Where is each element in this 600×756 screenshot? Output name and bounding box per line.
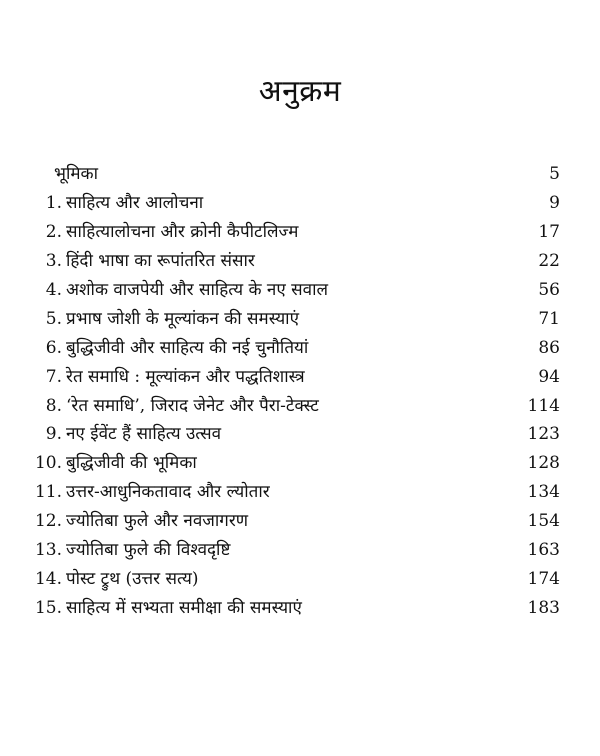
toc-page-number: 183 xyxy=(527,597,560,618)
toc-entry-title: पोस्ट ट्रुथ (उत्तर सत्य) xyxy=(66,568,199,589)
toc-entry-title: ‘रेत समाधि’, जिराद जेनेट और पैरा-टेक्स्ट xyxy=(66,395,319,416)
toc-row xyxy=(30,218,560,247)
toc-row xyxy=(30,391,560,420)
toc-page-number: 9 xyxy=(549,193,560,214)
toc-row-intro xyxy=(30,160,560,189)
table-of-contents xyxy=(30,160,560,622)
toc-entry-title: उत्तर-आधुनिकतावाद और ल्योतार xyxy=(66,482,270,503)
toc-page-number: 174 xyxy=(527,568,560,589)
toc-row xyxy=(30,362,560,391)
toc-chapter-number: 6. xyxy=(45,337,62,358)
toc-chapter-number: 9. xyxy=(45,424,62,445)
toc-page-number: 22 xyxy=(538,251,560,272)
toc-chapter-number: 11. xyxy=(34,482,62,503)
toc-chapter-number: 3. xyxy=(45,251,62,272)
toc-row xyxy=(30,276,560,305)
toc-entry-title: साहित्य और आलोचना xyxy=(66,193,204,214)
toc-entry-title: अशोक वाजपेयी और साहित्य के नए सवाल xyxy=(66,280,329,300)
toc-entry-title: हिंदी भाषा का रूपांतरित संसार xyxy=(66,251,255,272)
toc-chapter-number: 1. xyxy=(45,193,62,214)
toc-chapter-number: 12. xyxy=(34,511,62,532)
toc-page-number: 94 xyxy=(538,366,560,387)
toc-entry-title: रेत समाधि : मूल्यांकन और पद्धतिशास्त्र xyxy=(66,366,305,387)
toc-row xyxy=(30,536,560,565)
toc-entry-title: बुद्धिजीवी और साहित्य की नई चुनौतियां xyxy=(66,337,309,358)
toc-row xyxy=(30,449,560,478)
toc-page-number: 71 xyxy=(538,308,560,329)
toc-entry-title: भूमिका xyxy=(54,164,98,185)
toc-entry-title: नए ईवेंट हैं साहित्य उत्सव xyxy=(66,424,222,445)
toc-row xyxy=(30,304,560,333)
toc-chapter-number: 5. xyxy=(45,308,62,329)
toc-chapter-number: 7. xyxy=(45,366,62,387)
toc-entry-title: प्रभाष जोशी के मूल्यांकन की समस्याएं xyxy=(66,308,299,329)
toc-row xyxy=(30,564,560,593)
toc-row xyxy=(30,478,560,507)
toc-chapter-number: 10. xyxy=(34,453,62,474)
toc-entry-title: बुद्धिजीवी की भूमिका xyxy=(66,453,197,474)
toc-entry-title: साहित्यालोचना और क्रोनी कैपीटलिज्म xyxy=(66,222,299,243)
toc-page-number: 128 xyxy=(527,453,560,474)
toc-page-number: 154 xyxy=(527,511,560,532)
toc-page-number: 123 xyxy=(527,424,560,445)
page-title: अनुक्रम xyxy=(258,74,342,110)
toc-row xyxy=(30,333,560,362)
toc-chapter-number: 8. xyxy=(45,395,62,416)
toc-page-number: 114 xyxy=(527,395,560,416)
toc-page-number: 86 xyxy=(538,337,560,358)
toc-chapter-number: 4. xyxy=(45,280,62,300)
toc-entry-title: साहित्य में सभ्यता समीक्षा की समस्याएं xyxy=(66,597,302,618)
toc-page-number: 163 xyxy=(527,540,560,561)
toc-page-number: 134 xyxy=(527,482,560,503)
toc-chapter-number: 2. xyxy=(45,222,62,243)
toc-row xyxy=(30,593,560,622)
toc-entry-title: ज्योतिबा फुले की विश्वदृष्टि xyxy=(66,540,231,561)
toc-chapter-number: 13. xyxy=(34,540,62,561)
toc-chapter-number: 15. xyxy=(34,597,62,618)
toc-chapter-number: 14. xyxy=(34,568,62,589)
toc-row xyxy=(30,507,560,536)
toc-page-number: 5 xyxy=(549,164,560,185)
toc-row xyxy=(30,189,560,218)
toc-row xyxy=(30,420,560,449)
toc-entry-title: ज्योतिबा फुले और नवजागरण xyxy=(66,511,249,532)
toc-row xyxy=(30,247,560,276)
toc-page-number: 56 xyxy=(538,280,560,300)
toc-page-number: 17 xyxy=(538,222,560,243)
